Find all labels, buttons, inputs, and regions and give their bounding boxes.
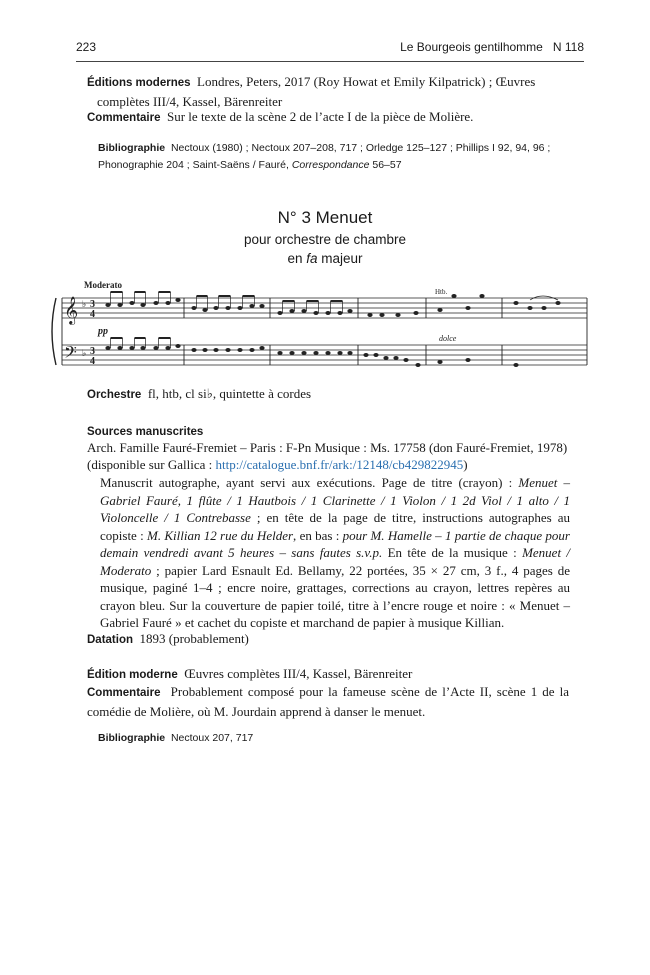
orchestre-entry (87, 385, 569, 405)
running-header (76, 40, 584, 58)
editions-modernes-label: Éditions modernes (87, 77, 191, 89)
datation-label: Datation (87, 634, 133, 646)
instrument-cue: Htb. (435, 288, 448, 296)
commentaire-entry (87, 683, 569, 720)
time-sig-treble-bottom: 4 (90, 309, 95, 320)
bibliographie-label: Bibliographie (98, 732, 166, 744)
tempo-marking: Moderato (84, 280, 122, 290)
orchestre-text: fl, htb, cl si♭, quintette à cordes (147, 386, 312, 401)
commentaire-entry-prev (87, 108, 569, 128)
bibliographie-entry (98, 730, 570, 747)
datation-text: 1893 (probablement) (139, 631, 249, 646)
bibliographie-text: Nectoux 207, 717 (170, 732, 254, 744)
piece-title: N° 3 Menuet (277, 208, 373, 227)
commentaire-text-prev: Sur le texte de la scène 2 de l’acte I de la pièce de Molière. (167, 109, 474, 124)
time-sig-bass-top: 3 (90, 346, 95, 357)
bass-notes (105, 344, 518, 367)
treble-clef: 𝄞 (64, 296, 79, 324)
treble-notes (105, 294, 560, 317)
edition-moderne-label: Édition moderne (87, 669, 178, 681)
bibliographie-prev: Bibliographie Nectoux (1980) ; Nectoux 207–208, 717 ; Orledge 125–127 ; Phillips I 92, 94, 96 ; Phonographie 204 ; Saint-Saëns / Fauré, Correspondance 56–57 (98, 142, 551, 171)
sources-description: Manuscrit autographe, ayant servi aux exécutions. Page de titre (crayon) : Menuet – Gabriel Fauré, 1 flûte / 1 Hautbois / 1 Clarinette / 1 Violon / 1 2d Viol / 1 alto / 1 Violoncelle / 1 Contrebasse ; en tête de la page de titre, instructions autographes au copiste : M. Killian 12 rue du Helder, en bas : pour M. Hamelle – 1 partie de chaque pour demain vendredi avant 5 heures – sans fautes s.v.p. En tête de la musique : Menuet / Moderato ; papier Lard Esnault Ed. Bellamy, 22 portées, 35 × 27 cm, 3 f., 4 pages de musique, paginé 1–4 ; encre noire, grattages, corrections au crayon, lettres repères au crayon bleu. Sur la couverture de papier toilé, titre à l’encre rouge et noire : « Menuet – Gabriel Fauré » et cachet du copiste et marchand de papier à musique Killian. (100, 475, 570, 630)
expression-marking: dolce (439, 334, 457, 343)
piece-key: en fa majeur (287, 251, 363, 266)
editions-modernes-entry (87, 73, 569, 110)
bibliographie-label-prev: Bibliographie (98, 142, 166, 154)
gallica-link[interactable]: http://catalogue.bnf.fr/ark:/12148/cb429822945 (215, 457, 464, 472)
commentaire-label: Commentaire (87, 687, 161, 699)
bass-clef: 𝄢 (64, 342, 77, 366)
datation-entry (87, 630, 569, 650)
commentaire-label-prev: Commentaire (87, 112, 161, 124)
flat-sig-treble: ♭ (82, 300, 87, 310)
sources-heading: Sources manuscrites (87, 426, 204, 438)
piece-subtitle: pour orchestre de chambre (243, 232, 407, 247)
time-sig-treble-top: 3 (90, 299, 95, 310)
flat-sig-bass: ♭ (82, 349, 87, 359)
editions-modernes-text: Londres, Peters, 2017 (Roy Howat et Emily Kilpatrick) ; Œuvres complètes III/4, Kassel, Bärenreiter (97, 74, 536, 109)
orchestre-label: Orchestre (87, 389, 142, 401)
time-sig-bass-bottom: 4 (90, 356, 95, 367)
sources-line2: (disponible sur Gallica : http://catalogue.bnf.fr/ark:/12148/cb429822945) (87, 457, 468, 472)
sources-line1: Arch. Famille Fauré-Fremiet – Paris : F-Pn Musique : Ms. 17758 (don Fauré-Fremiet, 1978) (87, 440, 568, 455)
catalogue-number: N 118 (552, 40, 584, 54)
staff-lines (62, 298, 587, 365)
edition-moderne-entry (87, 665, 569, 685)
music-score-incipit (42, 280, 590, 380)
edition-moderne-text: Œuvres complètes III/4, Kassel, Bärenreiter (184, 666, 413, 681)
system-brace (52, 298, 56, 365)
commentaire-text: Probablement composé pour la fameuse scène de l’Acte II, scène 1 de la comédie de Molière, où M. Jourdain apprend à danser le menuet. (87, 684, 569, 719)
header-rule (76, 61, 584, 62)
running-title: Le Bourgeois gentilhomme N 118 (400, 40, 584, 54)
page-number: 223 (76, 40, 97, 54)
dynamic-marking: pp (98, 326, 108, 337)
